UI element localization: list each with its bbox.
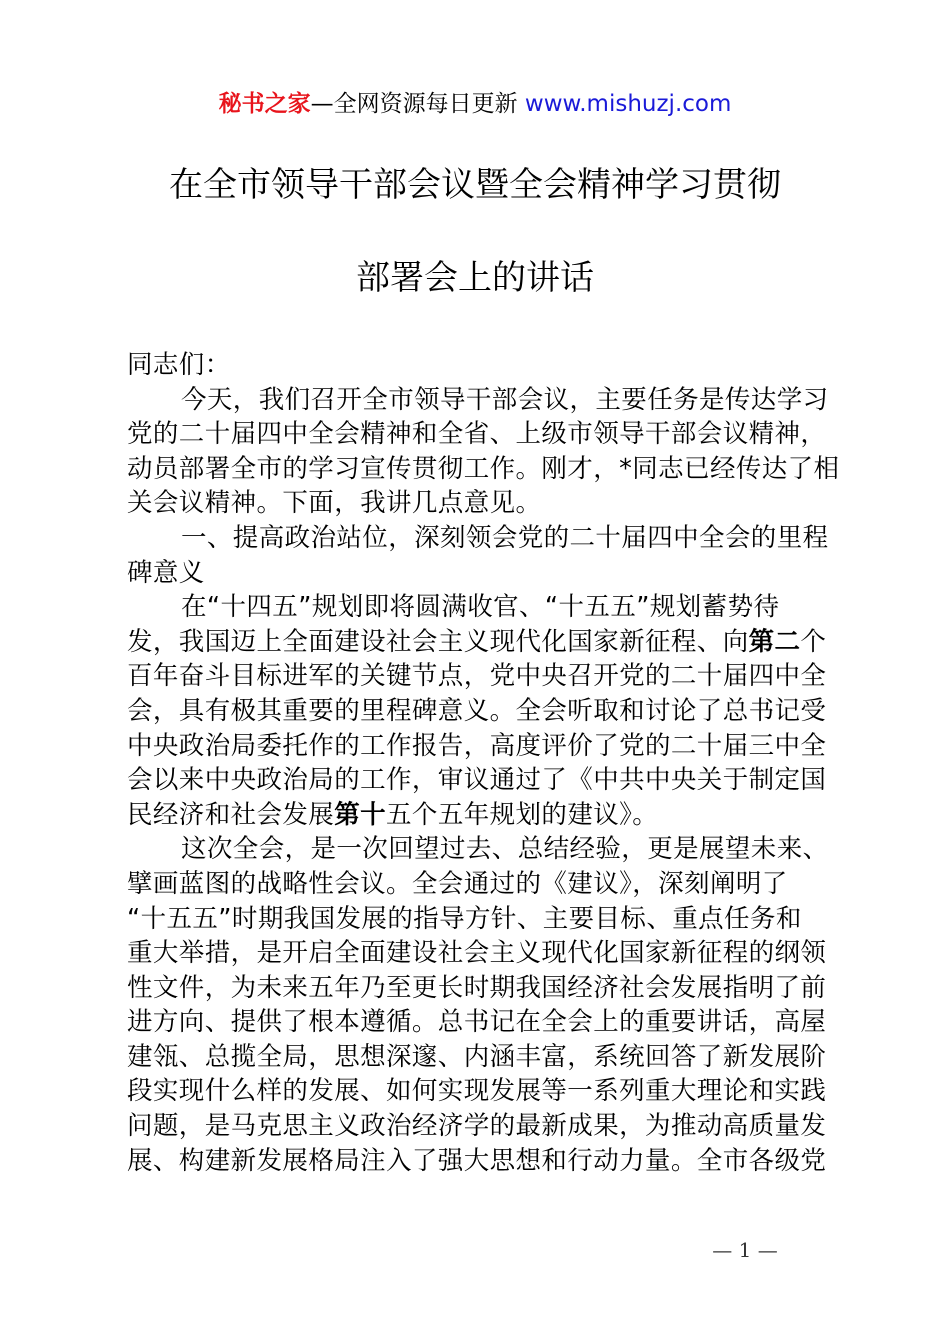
page-number: — 1 — xyxy=(712,1238,778,1262)
header-brand: 秘书之家 xyxy=(218,91,311,117)
text-run: 五个五年规划的建议》。 xyxy=(386,799,659,830)
paragraph-line: 在“十四五”规划即将圆满收官、“十五五”规划蓄势待 xyxy=(181,592,780,623)
paragraph-line: 关会议精神。下面，我讲几点意见。 xyxy=(127,488,542,519)
bold-text-run: 第二 xyxy=(748,626,801,657)
salutation: 同志们： xyxy=(127,350,231,380)
text-run: 个 xyxy=(800,626,827,657)
paragraph-line: 性文件，为未来五年乃至更长时期我国经济社会发展指明了前 xyxy=(127,972,827,1003)
paragraph-line: 中央政治局委托作的工作报告，高度评价了党的二十届三中全 xyxy=(127,730,827,761)
paragraph-line: 动员部署全市的学习宣传贯彻工作。刚才，*同志已经传达了相 xyxy=(127,453,840,484)
speech-body xyxy=(127,348,840,1178)
bold-text-run: 第十 xyxy=(334,799,387,830)
text-run: 发，我国迈上全面建设社会主义现代化国家新征程、向 xyxy=(127,626,749,657)
paragraph-line: 今天，我们召开全市领导干部会议，主要任务是传达学习 xyxy=(181,384,829,415)
section-heading-line: 碑意义 xyxy=(127,557,205,588)
paragraph-line: 展、构建新发展格局注入了强大思想和行动力量。全市各级党 xyxy=(127,1145,827,1176)
paragraph-line: 进方向、提供了根本遵循。总书记在全会上的重要讲话，高屋 xyxy=(127,1007,827,1038)
paragraph-line: “十五五”时期我国发展的指导方针、主要目标、重点任务和 xyxy=(127,903,802,934)
paragraph-line: 会以来中央政治局的工作，审议通过了《中共中央关于制定国 xyxy=(127,765,827,796)
header-site-link[interactable]: www.mishuzj.com xyxy=(524,91,732,117)
paragraph-line: 这次全会，是一次回望过去、总结经验，更是展望未来、 xyxy=(181,834,829,865)
paragraph-line: 问题，是马克思主义政治经济学的最新成果，为推动高质量发 xyxy=(127,1111,827,1142)
paragraph-line: 段实现什么样的发展、如何实现发展等一系列重大理论和实践 xyxy=(127,1076,827,1107)
document-title-line-2: 部署会上的讲话 xyxy=(356,258,594,298)
section-heading-line: 一、提高政治站位，深刻领会党的二十届四中全会的里程 xyxy=(181,522,829,553)
document-title-line-1: 在全市领导干部会议暨全会精神学习贯彻 xyxy=(169,165,781,205)
paragraph-line xyxy=(127,625,833,660)
watermark-header xyxy=(0,88,950,120)
paragraph-line: 会，具有极其重要的里程碑意义。全会听取和讨论了总书记受 xyxy=(127,695,827,726)
paragraph-line: 百年奋斗目标进军的关键节点，党中央召开党的二十届四中全 xyxy=(127,661,827,692)
header-tagline: —全网资源每日更新 xyxy=(310,91,518,117)
text-run: 民经济和社会发展 xyxy=(127,799,335,830)
paragraph-line: 党的二十届四中全会精神和全省、上级市领导干部会议精神， xyxy=(127,419,827,450)
paragraph-line xyxy=(127,798,833,833)
paragraph-line: 重大举措，是开启全面建设社会主义现代化国家新征程的纲领 xyxy=(127,938,827,969)
paragraph-line: 建瓴、总揽全局，思想深邃、内涵丰富，系统回答了新发展阶 xyxy=(127,1041,827,1072)
paragraph-line: 擘画蓝图的战略性会议。全会通过的《建议》，深刻阐明了 xyxy=(127,868,788,899)
